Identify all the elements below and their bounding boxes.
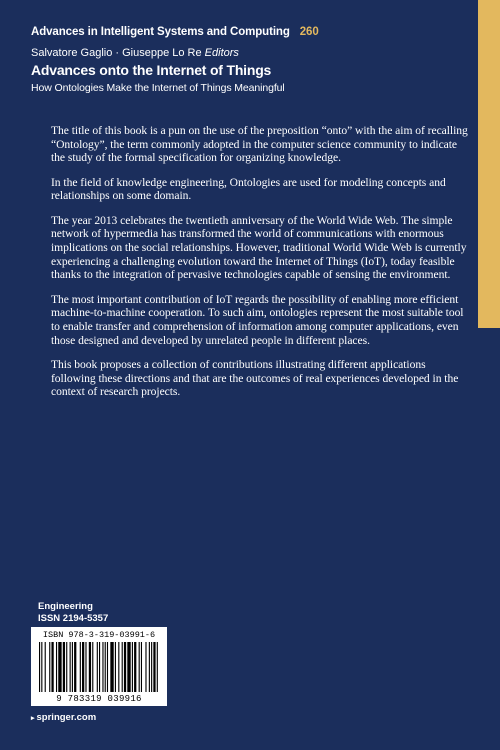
barcode-digits: 9 783319 039916 (56, 694, 142, 704)
barcode-bar (105, 642, 106, 692)
subject-category: Engineering (38, 601, 93, 612)
barcode-bar (157, 642, 158, 692)
barcode-bar (132, 642, 133, 692)
barcode-bar (149, 642, 150, 692)
book-subtitle: How Ontologies Make the Internet of Things Meaningful (31, 82, 285, 94)
series-name: Advances in Intelligent Systems and Computing (31, 26, 290, 38)
barcode-bar (97, 642, 98, 692)
barcode-bar (124, 642, 126, 692)
blurb-paragraph-1: The title of this book is a pun on the use of the preposition “onto” with the aim of recalling “Ontology”, the term commonly adopted in the computer science community to indicate the study of the formal specification for organizing knowledge. (51, 124, 468, 165)
barcode-bar (118, 642, 119, 692)
barcode-bar (72, 642, 73, 692)
barcode-bar (151, 642, 152, 692)
barcode-box (31, 627, 167, 706)
publisher-url: springer.com (36, 712, 97, 723)
barcode-bar (58, 642, 61, 692)
isbn-label: ISBN 978-3-319-03991-6 (42, 630, 156, 640)
barcode-bar (134, 642, 136, 692)
barcode-image (39, 642, 159, 692)
barcode-bar (49, 642, 50, 692)
barcode-bar (45, 642, 46, 692)
series-number: 260 (299, 26, 319, 38)
barcode-bar (145, 642, 146, 692)
blurb-paragraph-2: In the field of knowledge engineering, Ontologies are used for modeling concepts and relationships on some domain. (51, 175, 446, 203)
barcode-bar (110, 642, 113, 692)
barcode-bar (122, 642, 123, 692)
accent-bar (478, 0, 500, 328)
editor-names: Salvatore Gaglio · Giuseppe Lo Re (31, 47, 202, 59)
blurb-text (51, 124, 469, 409)
barcode-bar (89, 642, 91, 692)
barcode-bar (51, 642, 53, 692)
barcode-bar (70, 642, 71, 692)
arrow-icon: ▸ (31, 715, 35, 722)
barcode-bar (153, 642, 155, 692)
barcode-bar (115, 642, 116, 692)
blurb-paragraph-4: The most important contribution of IoT regards the possibility of enabling more efficient machine-to-machine cooperation. To such aim, ontologies represent the most suitable tool to enable transfer and comprehension of information among computer applications, even those designed and developed by unrelated people in different places. (51, 292, 464, 347)
barcode-bar (63, 642, 65, 692)
barcode-bar (74, 642, 76, 692)
issn-number: ISSN 2194-5357 (38, 613, 109, 624)
barcode-bar (102, 642, 103, 692)
editors-line (31, 47, 239, 59)
barcode-bar (92, 642, 93, 692)
book-title: Advances onto the Internet of Things (31, 62, 272, 78)
barcode-bar (41, 642, 42, 692)
barcode-bar (141, 642, 142, 692)
barcode-bar (82, 642, 84, 692)
barcode-bar (39, 642, 40, 692)
barcode-bar (56, 642, 57, 692)
barcode-bar (80, 642, 81, 692)
blurb-paragraph-3: The year 2013 celebrates the twentieth anniversary of the World Wide Web. The simple network of hypermedia has transformed the world of communications with enormous implications on the social relationships. However, traditional World Wide Web is currently experiencing a challenging evolution toward the Internet of Things (IoT), today feasible thanks to the integration of pervasive technologies capable of sensing the environment. (51, 213, 467, 282)
series-header (31, 26, 319, 38)
publisher-link[interactable] (31, 712, 96, 723)
barcode-bar (99, 642, 100, 692)
barcode-bar (139, 642, 140, 692)
subject-info (38, 601, 108, 625)
editors-role: Editors (204, 47, 239, 59)
barcode-bar (127, 642, 130, 692)
barcode-bar (107, 642, 108, 692)
barcode-bar (66, 642, 67, 692)
barcode-bar (85, 642, 86, 692)
blurb-paragraph-5: This book proposes a collection of contributions illustrating different applications following these directions and that are the outcomes of real experiences developed in the context of research projects. (51, 357, 459, 399)
